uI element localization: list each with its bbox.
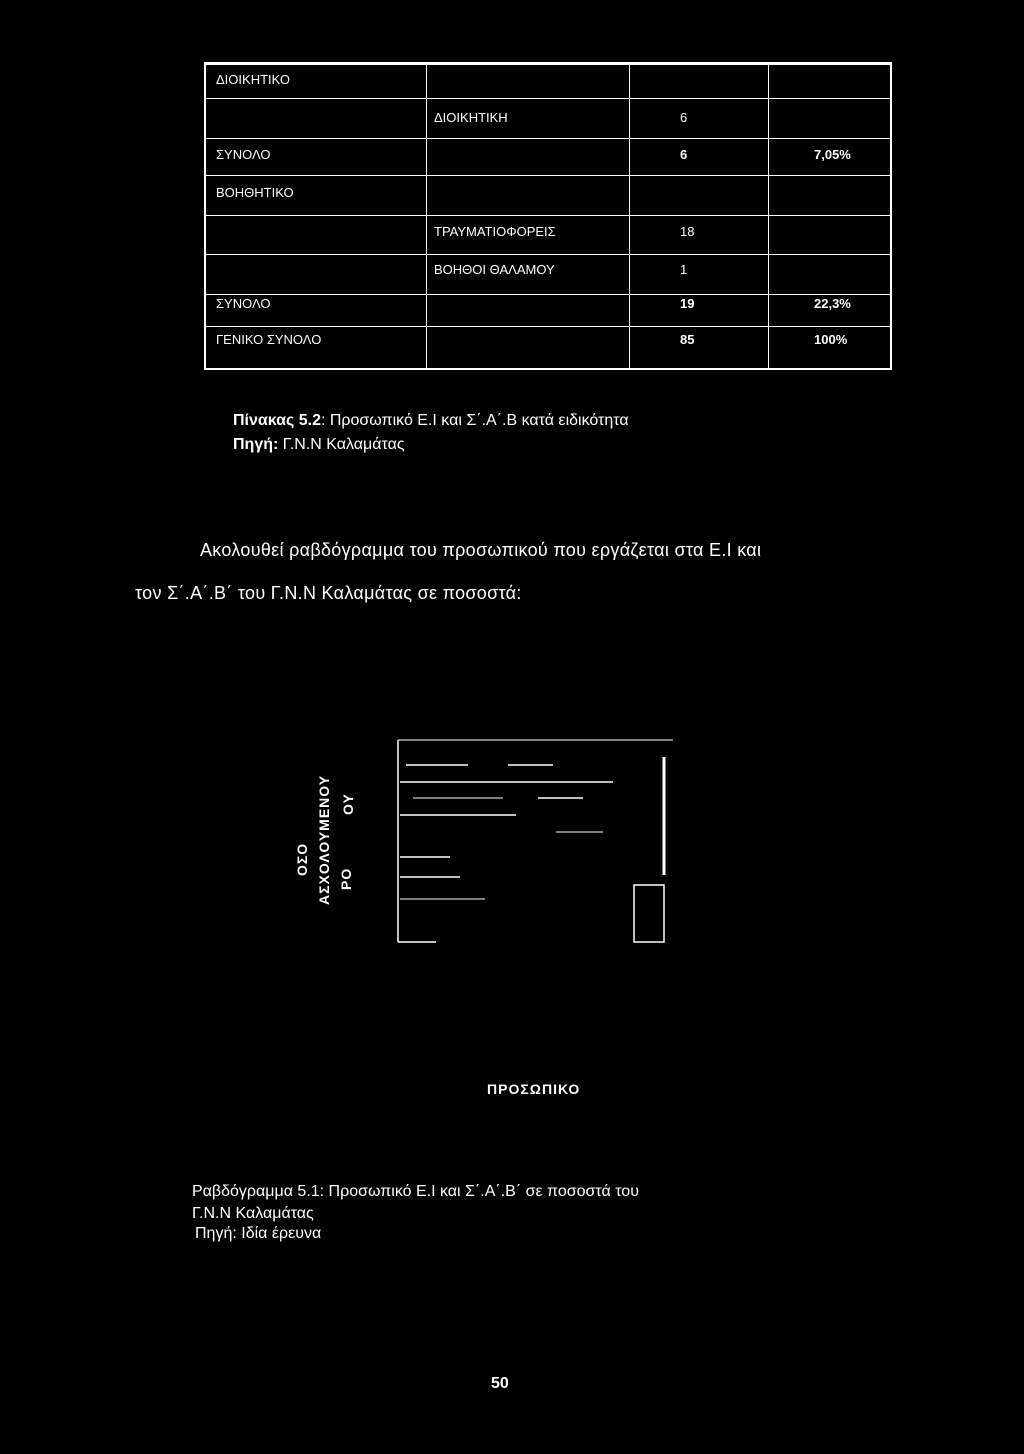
chart-ylabel-1: ΟΣΟ: [294, 842, 310, 876]
bar-chart: [388, 735, 688, 950]
table-row-7-percent: 100%: [814, 332, 848, 347]
table-source-text: Γ.Ν.Ν Καλαμάτας: [278, 436, 405, 453]
page-number: 50: [491, 1375, 509, 1392]
bar-general-total: [634, 885, 664, 942]
table-caption-text: : Προσωπικό Ε.Ι και Σ΄.Α΄.Β κατά ειδικότητα: [320, 412, 629, 429]
staff-table: [204, 62, 892, 370]
chart-ylabel-2: ΑΣΧΟΛΟΥΜΕΝΟΥ: [316, 774, 332, 905]
table-caption-line2: [233, 436, 405, 454]
table-row-4-specialty: ΤΡΑΥΜΑΤΙΟΦΟΡΕΙΣ: [434, 224, 556, 239]
table-row-6-category: ΣΥΝΟΛΟ: [216, 296, 271, 311]
paragraph-line1: Ακολουθεί ραβδόγραμμα του προσωπικού που εργάζεται στα Ε.Ι και: [200, 540, 762, 560]
table-row-7-count: 85: [680, 332, 695, 347]
table-row-3-category: ΒΟΗΘΗΤΙΚΟ: [216, 185, 294, 200]
chart-xlabel: ΠΡΟΣΩΠΙΚΟ: [487, 1081, 581, 1097]
table-row-6-count: 19: [680, 296, 695, 311]
paragraph-line2: τον Σ΄.Α΄.Β΄ του Γ.Ν.Ν Καλαμάτας σε ποσοστά:: [135, 583, 522, 603]
table-source-label: Πηγή:: [233, 436, 279, 453]
table-row-2-category: ΣΥΝΟΛΟ: [216, 147, 271, 162]
table-caption-line1: [233, 412, 629, 430]
table-row-1-specialty: ΔΙΟΙΚΗΤΙΚΗ: [434, 110, 508, 125]
table-row-6-percent: 22,3%: [814, 296, 851, 311]
chart-source-line: Πηγή: Ιδία έρευνα: [195, 1225, 322, 1242]
table-row-2-percent: 7,05%: [814, 147, 851, 162]
table-row-7-category: ΓΕΝΙΚΟ ΣΥΝΟΛΟ: [216, 332, 322, 347]
chart-caption-line1: Ραβδόγραμμα 5.1: Προσωπικό Ε.Ι και Σ΄.Α΄.Β΄ σε ποσοστά του: [192, 1183, 639, 1200]
table-row-1-count: 6: [680, 110, 688, 125]
table-row-0-category: ΔΙΟΙΚΗΤΙΚΟ: [216, 72, 291, 87]
table-row-5-count: 1: [680, 262, 688, 277]
chart-ylabel-3: ΡΟ: [338, 867, 354, 890]
table-row-2-count: 6: [680, 147, 688, 162]
table-caption-label: Πίνακας 5.2: [233, 412, 321, 429]
table-row-4-count: 18: [680, 224, 695, 239]
chart-caption-line2: Γ.Ν.Ν Καλαμάτας: [192, 1205, 314, 1222]
chart-ylabel-4: ΟΥ: [340, 793, 356, 815]
table-row-5-specialty: ΒΟΗΘΟΙ ΘΑΛΑΜΟΥ: [434, 262, 555, 277]
